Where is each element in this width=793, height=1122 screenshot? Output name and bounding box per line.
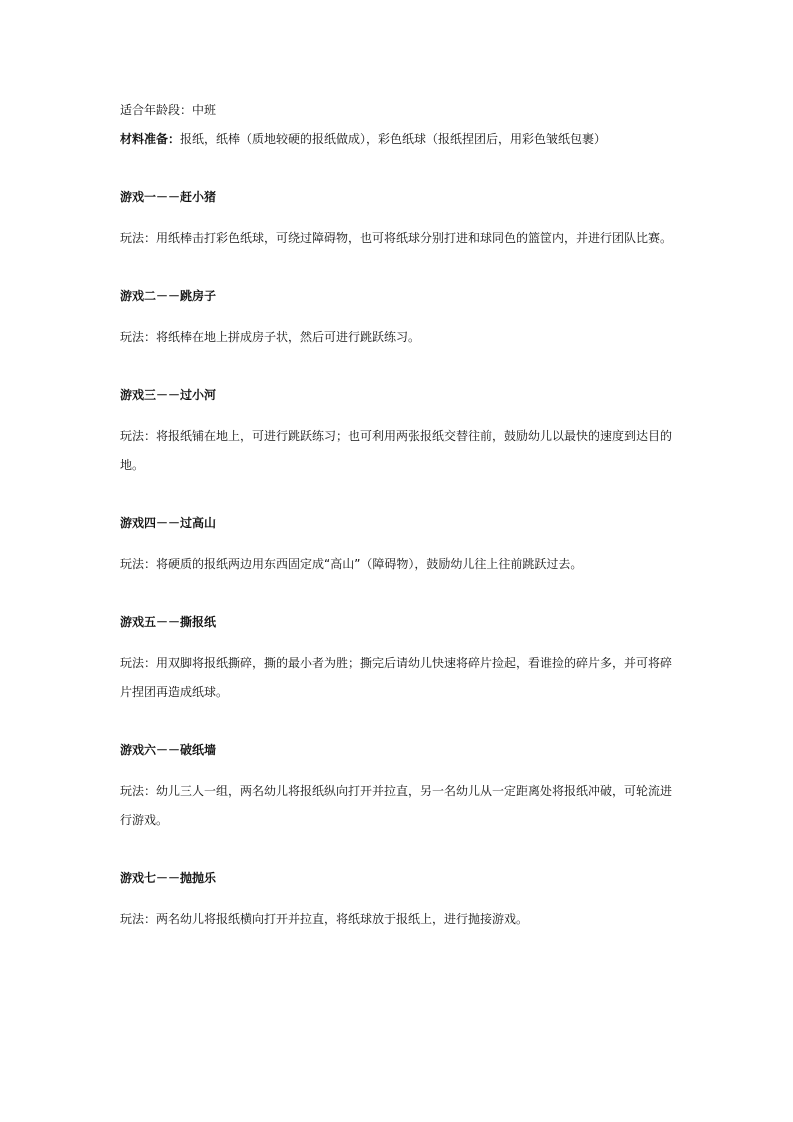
age-label: 适合年龄段： bbox=[120, 103, 193, 117]
game-play: 玩法：两名幼儿将报纸横向打开并拉直，将纸球放于报纸上，进行抛接游戏。 bbox=[120, 912, 529, 926]
materials-label: 材料准备： bbox=[120, 132, 181, 146]
game-title: 游戏四－－过高山 bbox=[120, 516, 217, 530]
game-section-3 bbox=[120, 381, 680, 480]
game-title: 游戏七－－抛抛乐 bbox=[120, 871, 217, 885]
age-line bbox=[120, 96, 680, 125]
game-title: 游戏二－－跳房子 bbox=[120, 289, 217, 303]
materials-value: 报纸，纸棒（质地较硬的报纸做成），彩色纸球（报纸捏团后，用彩色皱纸包裹） bbox=[180, 132, 607, 146]
game-title: 游戏六－－破纸墙 bbox=[120, 743, 217, 757]
game-play: 玩法：将纸棒在地上拼成房子状，然后可进行跳跃练习。 bbox=[120, 330, 421, 344]
game-play: 玩法：将报纸铺在地上，可进行跳跃练习；也可利用两张报纸交替往前，鼓励幼儿以最快的速度到达目的地。 bbox=[120, 429, 673, 472]
game-play: 玩法：用纸棒击打彩色纸球，可绕过障碍物，也可将纸球分别打进和球同色的篮筐内，并进行团队比赛。 bbox=[120, 231, 673, 245]
game-section-1 bbox=[120, 183, 680, 253]
game-section-2 bbox=[120, 282, 680, 352]
game-play: 玩法：用双脚将报纸撕碎，撕的最小者为胜；撕完后请幼儿快速将碎片捡起，看谁捡的碎片多，并可将碎片捏团再造成纸球。 bbox=[120, 656, 673, 699]
game-play: 玩法：将硬质的报纸两边用东西固定成“高山”（障碍物），鼓励幼儿往上往前跳跃过去。 bbox=[120, 557, 583, 571]
game-title: 游戏一－－赶小猪 bbox=[120, 190, 217, 204]
materials-line bbox=[120, 125, 680, 154]
game-title: 游戏三－－过小河 bbox=[120, 388, 217, 402]
game-section-5 bbox=[120, 608, 680, 707]
game-section-6 bbox=[120, 736, 680, 835]
game-title: 游戏五－－撕报纸 bbox=[120, 615, 217, 629]
document-body bbox=[120, 96, 680, 934]
game-section-7 bbox=[120, 864, 680, 934]
age-value: 中班 bbox=[192, 103, 217, 117]
game-play: 玩法：幼儿三人一组，两名幼儿将报纸纵向打开并拉直，另一名幼儿从一定距离处将报纸冲破，可轮流进行游戏。 bbox=[120, 784, 673, 827]
game-section-4 bbox=[120, 509, 680, 579]
